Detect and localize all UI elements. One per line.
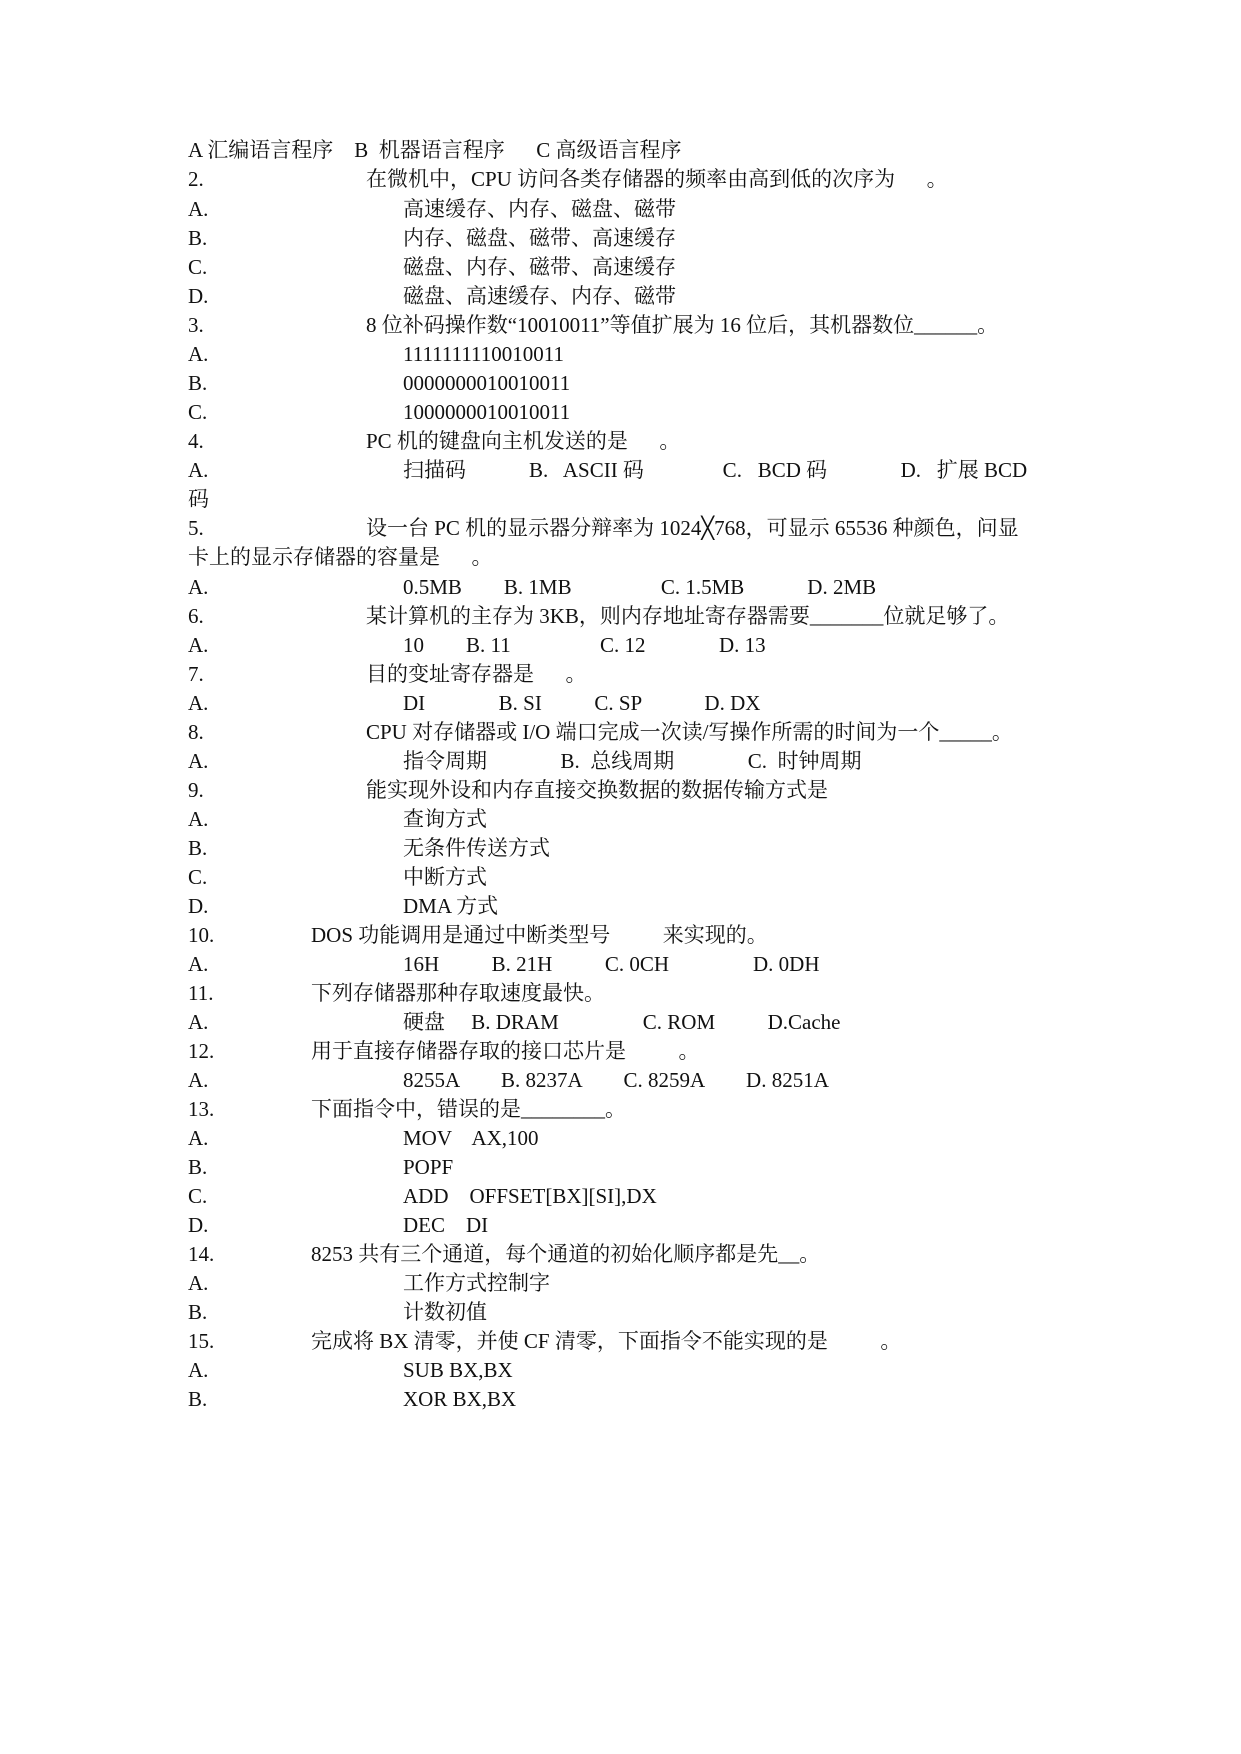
option-label: D. — [188, 284, 209, 308]
option-text: 扫描码 B. ASCII 码 C. BCD 码 D. 扩展 BCD — [403, 458, 1028, 482]
question-text: 设一台 PC 机的显示器分辩率为 1024╳768，可显示 65536 种颜色，问显 — [366, 516, 1019, 540]
option-label: C. — [188, 400, 208, 424]
option-text: 8255A B. 8237A C. 8259A D. 8251A — [403, 1068, 829, 1092]
option-label: A. — [188, 807, 209, 831]
option-text: 查询方式 — [403, 807, 487, 831]
option-text: 高速缓存、内存、磁盘、磁带 — [403, 197, 676, 221]
option-text: 工作方式控制字 — [403, 1271, 550, 1295]
question-text: 8 位补码操作数“10010011”等值扩展为 16 位后，其机器数位______。 — [366, 313, 999, 337]
question-number: 10. — [188, 923, 215, 947]
question-text: 用于直接存储器存取的接口芯片是 。 — [311, 1039, 700, 1063]
question-text: 某计算机的主存为 3KB，则内存地址寄存器需要_______位就足够了。 — [366, 604, 1010, 628]
option-text: 1000000010010011 — [403, 400, 571, 424]
option-label: C. — [188, 255, 208, 279]
option-text: 0000000010010011 — [403, 371, 571, 395]
option-text: 无条件传送方式 — [403, 836, 550, 860]
option-text: SUB BX,BX — [403, 1358, 513, 1382]
continuation-text: 卡上的显示存储器的容量是 。 — [188, 545, 493, 569]
option-label: A. — [188, 1271, 209, 1295]
question-number: 15. — [188, 1329, 215, 1353]
option-text: 0.5MB B. 1MB C. 1.5MB D. 2MB — [403, 575, 877, 599]
question-number: 14. — [188, 1242, 215, 1266]
question-number: 11. — [188, 981, 214, 1005]
option-text: POPF — [403, 1155, 454, 1179]
option-label: A. — [188, 342, 209, 366]
question-number: 7. — [188, 662, 204, 686]
option-label: A. — [188, 575, 209, 599]
option-label: A. — [188, 1010, 209, 1034]
option-text: 16H B. 21H C. 0CH D. 0DH — [403, 952, 820, 976]
option-label: A. — [188, 458, 209, 482]
option-label: B. — [188, 836, 208, 860]
continuation-text: 码 — [188, 487, 209, 511]
option-text: 内存、磁盘、磁带、高速缓存 — [403, 226, 676, 250]
option-text: 1111111110010011 — [403, 342, 564, 366]
question-text: 完成将 BX 清零，并使 CF 清零，下面指令不能实现的是 。 — [311, 1329, 902, 1353]
option-text: XOR BX,BX — [403, 1387, 517, 1411]
option-label: B. — [188, 1155, 208, 1179]
question-number: 6. — [188, 604, 204, 628]
question-text: PC 机的键盘向主机发送的是 。 — [366, 429, 681, 453]
question-text: 目的变址寄存器是 。 — [366, 662, 587, 686]
question-text: 在微机中，CPU 访问各类存储器的频率由高到低的次序为 。 — [366, 167, 948, 191]
options-line: A 汇编语言程序 B 机器语言程序 C 高级语言程序 — [188, 138, 682, 162]
question-number: 12. — [188, 1039, 215, 1063]
option-text: DMA 方式 — [403, 894, 499, 918]
question-number: 3. — [188, 313, 204, 337]
option-label: A. — [188, 1126, 209, 1150]
option-text: DEC DI — [403, 1213, 489, 1237]
option-text: MOV AX,100 — [403, 1126, 539, 1150]
question-text: 下列存储器那种存取速度最快。 — [311, 981, 605, 1005]
option-label: D. — [188, 1213, 209, 1237]
option-label: B. — [188, 1387, 208, 1411]
option-label: A. — [188, 197, 209, 221]
option-text: 10 B. 11 C. 12 D. 13 — [403, 633, 766, 657]
question-number: 9. — [188, 778, 204, 802]
option-label: A. — [188, 1068, 209, 1092]
question-number: 2. — [188, 167, 204, 191]
question-text: 能实现外设和内存直接交换数据的数据传输方式是 — [366, 778, 828, 802]
option-text: DI B. SI C. SP D. DX — [403, 691, 761, 715]
question-text: 下面指令中，错误的是________。 — [311, 1097, 626, 1121]
option-label: D. — [188, 894, 209, 918]
option-label: C. — [188, 865, 208, 889]
question-text: CPU 对存储器或 I/O 端口完成一次读/写操作所需的时间为一个_____。 — [366, 720, 1013, 744]
option-text: 指令周期 B. 总线周期 C. 时钟周期 — [403, 749, 862, 773]
option-label: B. — [188, 371, 208, 395]
option-text: 硬盘 B. DRAM C. ROM D.Cache — [403, 1010, 841, 1034]
option-label: A. — [188, 952, 209, 976]
question-number: 4. — [188, 429, 204, 453]
option-label: A. — [188, 691, 209, 715]
question-number: 13. — [188, 1097, 215, 1121]
option-label: A. — [188, 1358, 209, 1382]
option-text: 中断方式 — [403, 865, 487, 889]
option-text: 磁盘、内存、磁带、高速缓存 — [403, 255, 676, 279]
option-text: 计数初值 — [403, 1300, 487, 1324]
option-label: A. — [188, 749, 209, 773]
option-text: 磁盘、高速缓存、内存、磁带 — [403, 284, 676, 308]
question-text: DOS 功能调用是通过中断类型号 来实现的。 — [311, 923, 768, 947]
question-text: 8253 共有三个通道，每个通道的初始化顺序都是先__。 — [311, 1242, 821, 1266]
question-number: 5. — [188, 516, 204, 540]
option-label: B. — [188, 1300, 208, 1324]
question-number: 8. — [188, 720, 204, 744]
option-label: A. — [188, 633, 209, 657]
option-text: ADD OFFSET[BX][SI],DX — [403, 1184, 657, 1208]
option-label: C. — [188, 1184, 208, 1208]
option-label: B. — [188, 226, 208, 250]
